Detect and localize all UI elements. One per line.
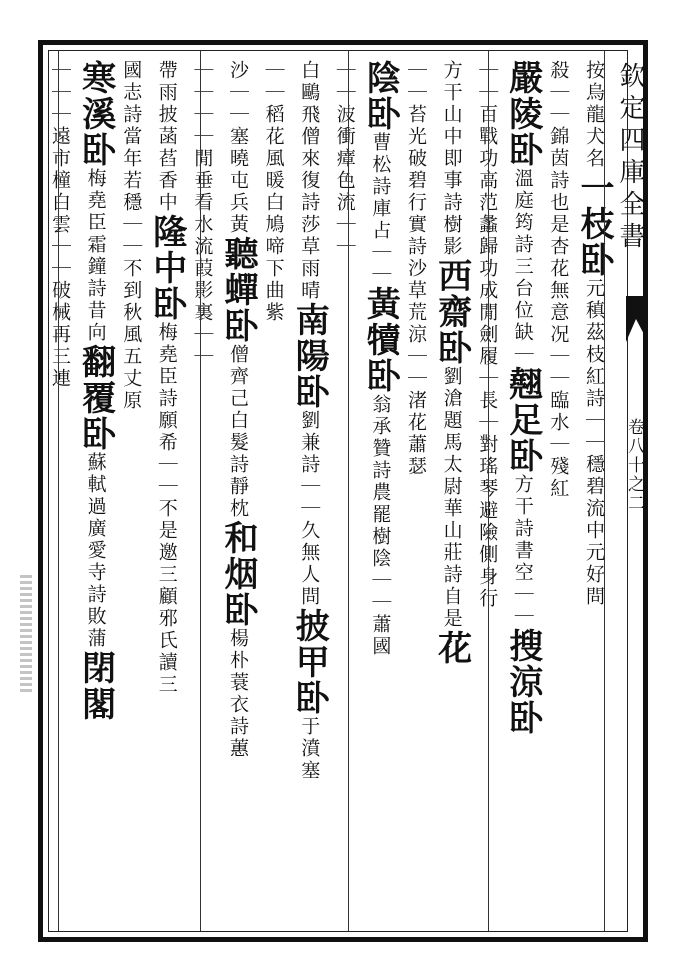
column-rule (488, 51, 489, 931)
annotation-text: 蘇軾過廣愛寺詩敗蒲 (84, 452, 107, 650)
headword: 和烟卧 (218, 520, 258, 628)
column-rule (348, 51, 349, 931)
annotation-text: 溫庭筠詩三台位缺｜ (511, 168, 534, 366)
text-column (262, 60, 286, 324)
text-column (119, 60, 143, 412)
text-column (502, 60, 543, 736)
annotation-text: 白鷗飛僧來復詩莎草雨晴 (298, 60, 321, 302)
annotation-text: ｜｜｜遠市橦白雲 (49, 60, 71, 236)
headword: 陰卧 (360, 60, 401, 132)
annotation-text: 下曲紫 (262, 258, 285, 324)
text-column (146, 60, 187, 696)
text-column (75, 60, 116, 722)
headword: 披甲卧 (289, 608, 330, 716)
headword: 翻覆卧 (75, 344, 116, 452)
annotation-text: 帶雨披 (155, 60, 178, 126)
annotation-text: 避險側身行 (476, 500, 499, 610)
headword: 搜涼卧 (502, 628, 543, 736)
text-column (574, 60, 614, 608)
annotation-text: ｜｜｜｜閒垂看水流 (191, 60, 214, 258)
annotation-text: 菡萏香中 (155, 126, 178, 214)
fishtail-mark-icon (626, 296, 648, 342)
annotation-text: 于濆塞 (298, 716, 321, 782)
annotation-text: ｜｜苔光破碧行 (405, 60, 427, 214)
annotation-text: 功成閒劍履｜長｜對瑤琴 (476, 258, 499, 500)
annotation-text: ｜｜稻花風暖白鳩啼 (262, 60, 285, 258)
text-column (431, 60, 472, 666)
headword: 寒溪卧 (75, 60, 116, 168)
text-column (218, 60, 258, 760)
annotation-text: 錦茵 (547, 126, 570, 170)
annotation-text: 劉兼詩｜｜久無人問 (298, 410, 321, 608)
headword: 聽蟬卧 (218, 236, 258, 344)
text-column (48, 60, 72, 390)
text-column (404, 60, 428, 478)
annotation-text: 國志詩當年若穩｜｜不到秋風五丈原 (120, 60, 143, 412)
annotation-text: ｜｜ (333, 214, 356, 258)
annotation-text: 葭影裏｜｜ (191, 258, 214, 368)
annotation-text: ｜｜波衝瘴色流 (333, 60, 356, 214)
annotation-text: 沙｜｜ (227, 60, 249, 126)
headword: 西齋卧 (431, 258, 472, 366)
text-column (333, 60, 357, 258)
annotation-text: 僧齊己白髮詩靜枕 (227, 344, 249, 520)
headword: 一枝卧 (574, 170, 614, 278)
headword: 嚴陵卧 (502, 60, 543, 168)
text-column (190, 60, 214, 368)
banner-juan: 卷八十之二 (624, 418, 644, 513)
text-column (546, 60, 570, 500)
column-rule (604, 51, 605, 931)
annotation-text: 劉滄題馬太尉華山莊詩自是 (440, 366, 463, 630)
annotation-text: 碧流中元好問 (583, 476, 605, 608)
annotation-text: 梅堯臣詩願希｜｜不是邀三顧邪氏讀三 (155, 322, 178, 696)
annotation-text: 殺｜｜ (547, 60, 570, 126)
headword: 隆中卧 (146, 214, 187, 322)
annotation-text: ｜｜穩 (583, 410, 605, 476)
text-column (289, 60, 330, 782)
annotation-text: 按烏龍犬名 (583, 60, 605, 170)
annotation-text: 元稹茲枝紅詩 (583, 278, 605, 410)
column-rule (200, 51, 201, 931)
annotation-text: 詩也是杏花無意况｜｜臨水｜殘紅 (547, 170, 570, 500)
headword: 花 (431, 630, 472, 666)
scan-noise (20, 575, 32, 695)
banner-title: 欽定四庫全書 (615, 62, 645, 254)
annotation-text: 楊朴蓑衣詩蕙 (227, 628, 249, 760)
column-rule (58, 51, 59, 931)
annotation-text: 實詩沙草荒涼 (405, 214, 427, 346)
annotation-text: ｜｜百戰功高范蠡歸 (476, 60, 499, 258)
annotation-text: ｜｜渚花蕭瑟 (405, 346, 427, 478)
headword: 南陽卧 (289, 302, 330, 410)
headword: 閉閣 (75, 650, 116, 722)
annotation-text: 塞曉屯兵黃 (227, 126, 249, 236)
annotation-text: 翁承贊詩農罷樹陰｜｜蕭國 (369, 394, 392, 658)
text-column (360, 60, 401, 658)
annotation-text: 曹松詩庫占｜｜ (369, 132, 392, 286)
headword: 翹足卧 (502, 366, 543, 474)
annotation-text: 方干詩書空｜｜ (511, 474, 534, 628)
annotation-text: 梅堯臣霜鐘詩昔向 (84, 168, 107, 344)
headword: 黃犢卧 (360, 286, 401, 394)
annotation-text: 方干山中即事詩樹影 (440, 60, 463, 258)
annotation-text: ｜｜破械再三連 (49, 236, 71, 390)
